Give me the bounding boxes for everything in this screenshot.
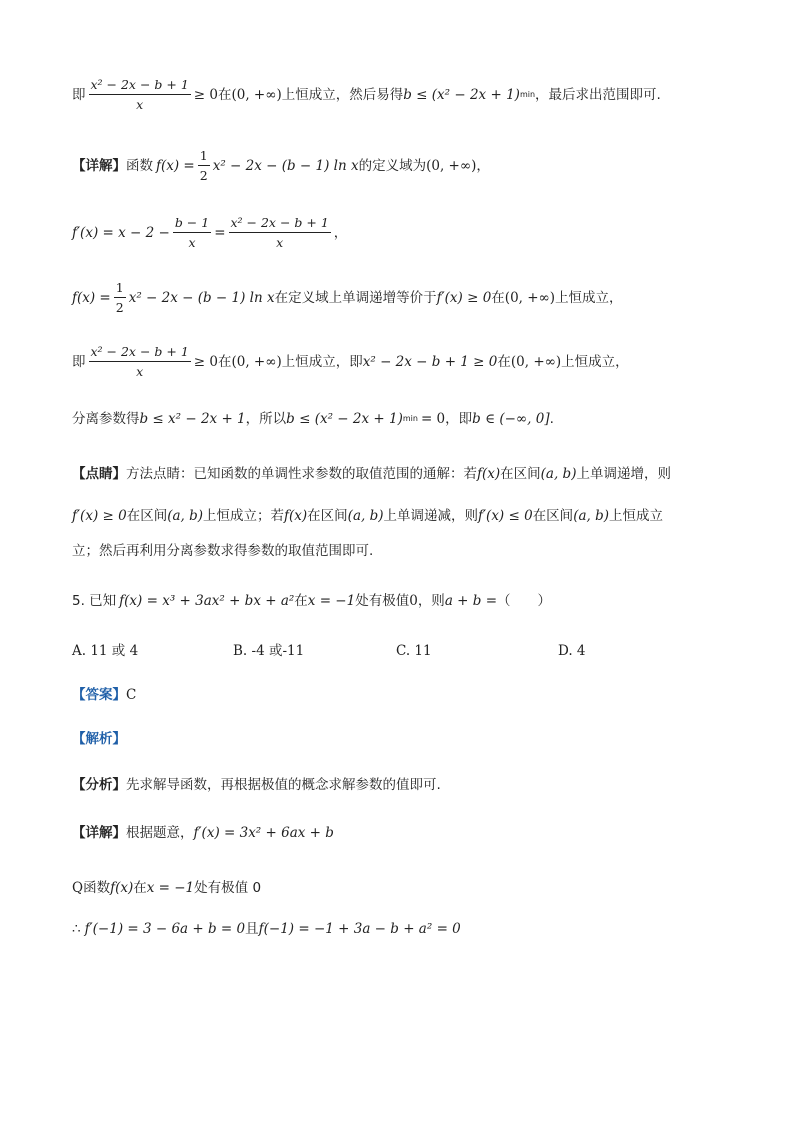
- paragraph-conclusion: [72, 76, 754, 113]
- interval: (0, +∞): [504, 289, 556, 306]
- fraction-denominator: 2: [115, 300, 124, 315]
- text: ，: [333, 224, 348, 241]
- x-value: x = −1: [307, 593, 356, 609]
- fraction-denominator: x: [136, 364, 144, 379]
- equation-1: f′(−1) = 3 − 6a + b = 0: [84, 921, 246, 937]
- function-definition: f(x) = x³ + 3ax² + bx + a²: [119, 593, 295, 609]
- fraction: [173, 214, 211, 251]
- result: b ∈ (−∞, 0]: [472, 411, 550, 427]
- paragraph-monotonic: [72, 279, 754, 316]
- extremum-value: 0: [409, 593, 418, 609]
- text: .: [549, 411, 554, 427]
- interval: (a, b): [167, 508, 204, 524]
- paragraph-tip-line2: [72, 505, 754, 527]
- text: 上单调递减，则: [383, 508, 478, 524]
- fraction-denominator: 2: [199, 168, 208, 183]
- text: 在: [294, 593, 308, 609]
- condition: f′(x) ≥ 0: [436, 289, 492, 306]
- text: 在定义域上单调递增等价于: [274, 289, 437, 306]
- text: 函数: [126, 157, 153, 174]
- text: ，所以: [245, 411, 287, 427]
- option-a: A. 11 或 4: [72, 643, 139, 659]
- function: f(x): [284, 508, 308, 524]
- fraction-numerator: 1: [114, 279, 126, 298]
- function-expression: x² − 2x − (b − 1) ln x: [128, 289, 275, 306]
- analysis-tag: 【解析】: [72, 731, 126, 747]
- paragraph-tip-line3: [72, 540, 754, 562]
- text: 上单调递增，则: [576, 466, 671, 482]
- text: 上恒成立，即: [281, 353, 363, 370]
- derivative-expression: f′(x) = 3x² + 6ax + b: [193, 825, 334, 841]
- text: 方法点睛：已知函数的单调性求参数的取值范围的通解：若: [126, 466, 477, 482]
- answer-line: [72, 684, 754, 706]
- option-c: C. 11: [396, 643, 432, 659]
- fraction-numerator: b − 1: [173, 214, 211, 233]
- interval: (a, b): [573, 508, 609, 524]
- answer-blank: （ ）: [497, 593, 551, 609]
- function-lhs: f(x) =: [72, 289, 111, 306]
- text: 的定义域为: [358, 157, 427, 174]
- equals-zero: = 0: [420, 411, 446, 427]
- text: 立；然后再利用分离参数求得参数的取值范围即可.: [72, 543, 374, 559]
- text: 先求解导函数，再根据极值的概念求解参数的值即可.: [126, 777, 441, 793]
- function: f(x): [110, 880, 134, 896]
- inequality: b ≤ x² − 2x + 1: [139, 411, 246, 427]
- text: 在区间: [532, 508, 574, 524]
- text: ，最后求出范围即可.: [535, 86, 661, 103]
- interval: (0, +∞): [231, 353, 282, 370]
- section-tag: 【点睛】: [72, 466, 126, 482]
- text: 在区间: [307, 508, 348, 524]
- condition: f′(x) ≥ 0: [72, 508, 127, 524]
- equation-2: f(−1) = −1 + 3a − b + a² = 0: [258, 921, 461, 937]
- option-b: B. -4 或-11: [233, 643, 305, 659]
- relation: ≥ 0: [193, 86, 218, 103]
- text-prefix: 即: [72, 86, 86, 103]
- paragraph-detail-domain: [72, 147, 754, 184]
- paragraph-equivalent: [72, 343, 754, 380]
- interval: (0, +∞): [231, 86, 282, 103]
- text: 上恒成立，: [561, 353, 629, 370]
- derivative-lhs: f′(x) = x − 2 −: [72, 224, 170, 241]
- interval: (a, b): [540, 466, 577, 482]
- fraction-numerator: 1: [198, 147, 210, 166]
- analysis-line: [72, 728, 754, 750]
- therefore-line: [72, 918, 754, 940]
- function-lhs: f(x) =: [156, 157, 195, 174]
- subscript-min: min: [402, 414, 418, 423]
- paragraph-derivative: [72, 214, 754, 251]
- relation: ≥ 0: [193, 353, 218, 370]
- text: 在: [217, 353, 232, 370]
- text: 在: [217, 86, 232, 103]
- fraction: [89, 76, 191, 113]
- text: 在区间: [126, 508, 168, 524]
- fraction-denominator: x: [136, 97, 144, 112]
- text: 根据题意，: [126, 825, 194, 841]
- inequality: x² − 2x − b + 1 ≥ 0: [362, 353, 498, 370]
- text: 上恒成立: [609, 508, 663, 524]
- inequality-min: b ≤ (x² − 2x + 1): [286, 411, 403, 427]
- fenxi-line: [72, 774, 754, 796]
- text: ，则: [417, 593, 445, 609]
- text: 处有极值: [355, 593, 410, 609]
- text: ，: [476, 157, 490, 174]
- text-prefix: 即: [72, 353, 86, 370]
- sum-expression: a + b =: [444, 593, 497, 609]
- section-tag: 【详解】: [72, 157, 126, 174]
- fraction: [229, 214, 331, 251]
- question-number: 5. 已知: [72, 593, 117, 609]
- fraction-numerator: x² − 2x − b + 1: [89, 343, 191, 362]
- answer-tag: 【答案】: [72, 687, 126, 703]
- fraction-denominator: x: [188, 235, 196, 250]
- text: 在区间: [500, 466, 541, 482]
- interval: (0, +∞): [426, 157, 477, 174]
- fraction-half: [198, 147, 210, 184]
- answer-value: C: [126, 687, 137, 703]
- detail-line: [72, 822, 754, 844]
- because-symbol: Q: [72, 880, 84, 896]
- option-d: D. 4: [558, 643, 586, 659]
- x-value: x = −1: [146, 880, 195, 896]
- equals: =: [214, 224, 226, 241]
- interval: (0, +∞): [510, 353, 562, 370]
- text: ，即: [445, 411, 473, 427]
- text: 函数: [83, 880, 111, 896]
- fraction-half: [114, 279, 126, 316]
- text: 分离参数得: [72, 411, 140, 427]
- text: 上恒成立，: [555, 289, 623, 306]
- function-expression: x² − 2x − (b − 1) ln x: [212, 157, 359, 174]
- text: 在: [133, 880, 147, 896]
- because-line: [72, 877, 754, 899]
- fraction-denominator: x: [276, 235, 284, 250]
- fraction: [89, 343, 191, 380]
- inequality: b ≤ (x² − 2x + 1): [403, 86, 520, 103]
- fraction-numerator: x² − 2x − b + 1: [229, 214, 331, 233]
- text: 在: [497, 353, 511, 370]
- paragraph-separate-parameter: [72, 408, 754, 430]
- section-tag: 【分析】: [72, 777, 126, 793]
- text: 在: [491, 289, 505, 306]
- text: 上恒成立，然后易得: [281, 86, 404, 103]
- question-5: [72, 590, 754, 612]
- interval: (a, b): [347, 508, 384, 524]
- text: 且: [245, 921, 259, 937]
- section-tag: 【详解】: [72, 825, 126, 841]
- condition: f′(x) ≤ 0: [477, 508, 533, 524]
- therefore-symbol: ∴: [72, 921, 81, 937]
- subscript-min: min: [519, 89, 536, 99]
- fraction-numerator: x² − 2x − b + 1: [89, 76, 191, 95]
- function: f(x): [477, 466, 501, 482]
- text: 上恒成立；若: [203, 508, 285, 524]
- text: 处有极值 0: [194, 880, 262, 896]
- paragraph-tip-line1: [72, 463, 754, 485]
